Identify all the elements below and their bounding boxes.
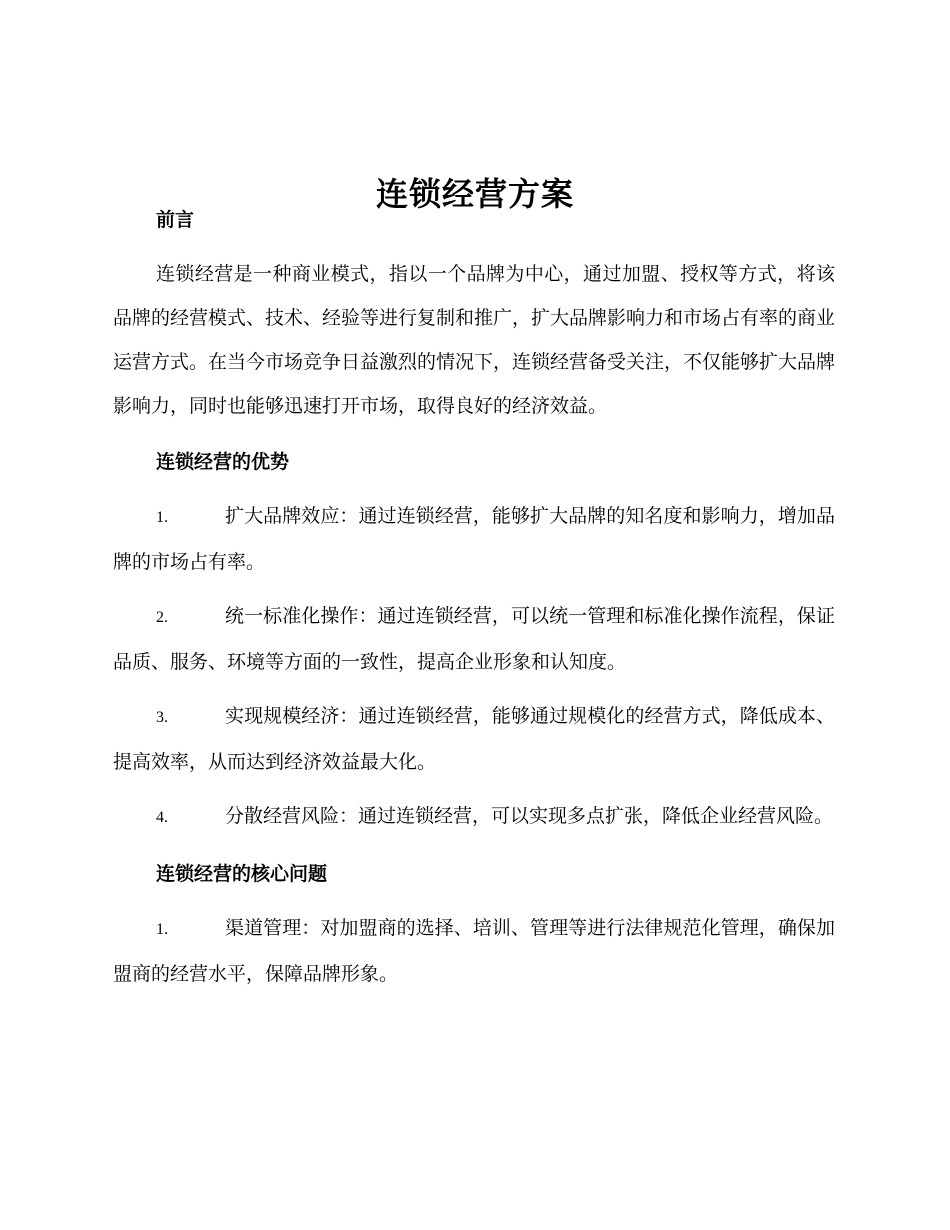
list-item [113,794,835,840]
list-item [113,694,835,784]
list-item-number: 1. [156,509,168,526]
list-item-text: 统一标准化操作：通过连锁经营，可以统一管理和标准化操作流程，保证品质、服务、环境等方面的一致性，提高企业形象和认知度。 [113,605,835,673]
section-heading-preface: 前言 [156,209,195,231]
list-item-number: 3. [156,709,168,726]
list-item [113,594,835,684]
list-item-number: 2. [156,609,168,626]
list-item [113,494,835,584]
list-item-text: 分散经营风险：通过连锁经营，可以实现多点扩张，降低企业经营风险。 [225,805,834,827]
list-item-text: 实现规模经济：通过连锁经营，能够通过规模化的经营方式，降低成本、提高效率，从而达到经济效益最大化。 [113,705,835,773]
list-item-text: 扩大品牌效应：通过连锁经营，能够扩大品牌的知名度和影响力，增加品牌的市场占有率。 [113,505,835,573]
document-title: 连锁经营方案 [375,175,574,214]
document-body [113,198,835,996]
preface-paragraph: 连锁经营是一种商业模式，指以一个品牌为中心，通过加盟、授权等方式，将该品牌的经营模式、技术、经验等进行复制和推广，扩大品牌影响力和市场占有率的商业运营方式。在当今市场竞争日益激烈的情况下，连锁经营备受关注，不仅能够扩大品牌影响力，同时也能够迅速打开市场，取得良好的经济效益。 [113,263,836,417]
section-heading-core-issues: 连锁经营的核心问题 [156,863,328,885]
list-item-number: 4. [156,809,168,826]
list-item [113,906,835,996]
list-item-number: 1. [156,921,168,938]
list-item-text: 渠道管理：对加盟商的选择、培训、管理等进行法律规范化管理，确保加盟商的经营水平，保障品牌形象。 [113,917,835,985]
section-heading-advantages: 连锁经营的优势 [156,451,290,473]
